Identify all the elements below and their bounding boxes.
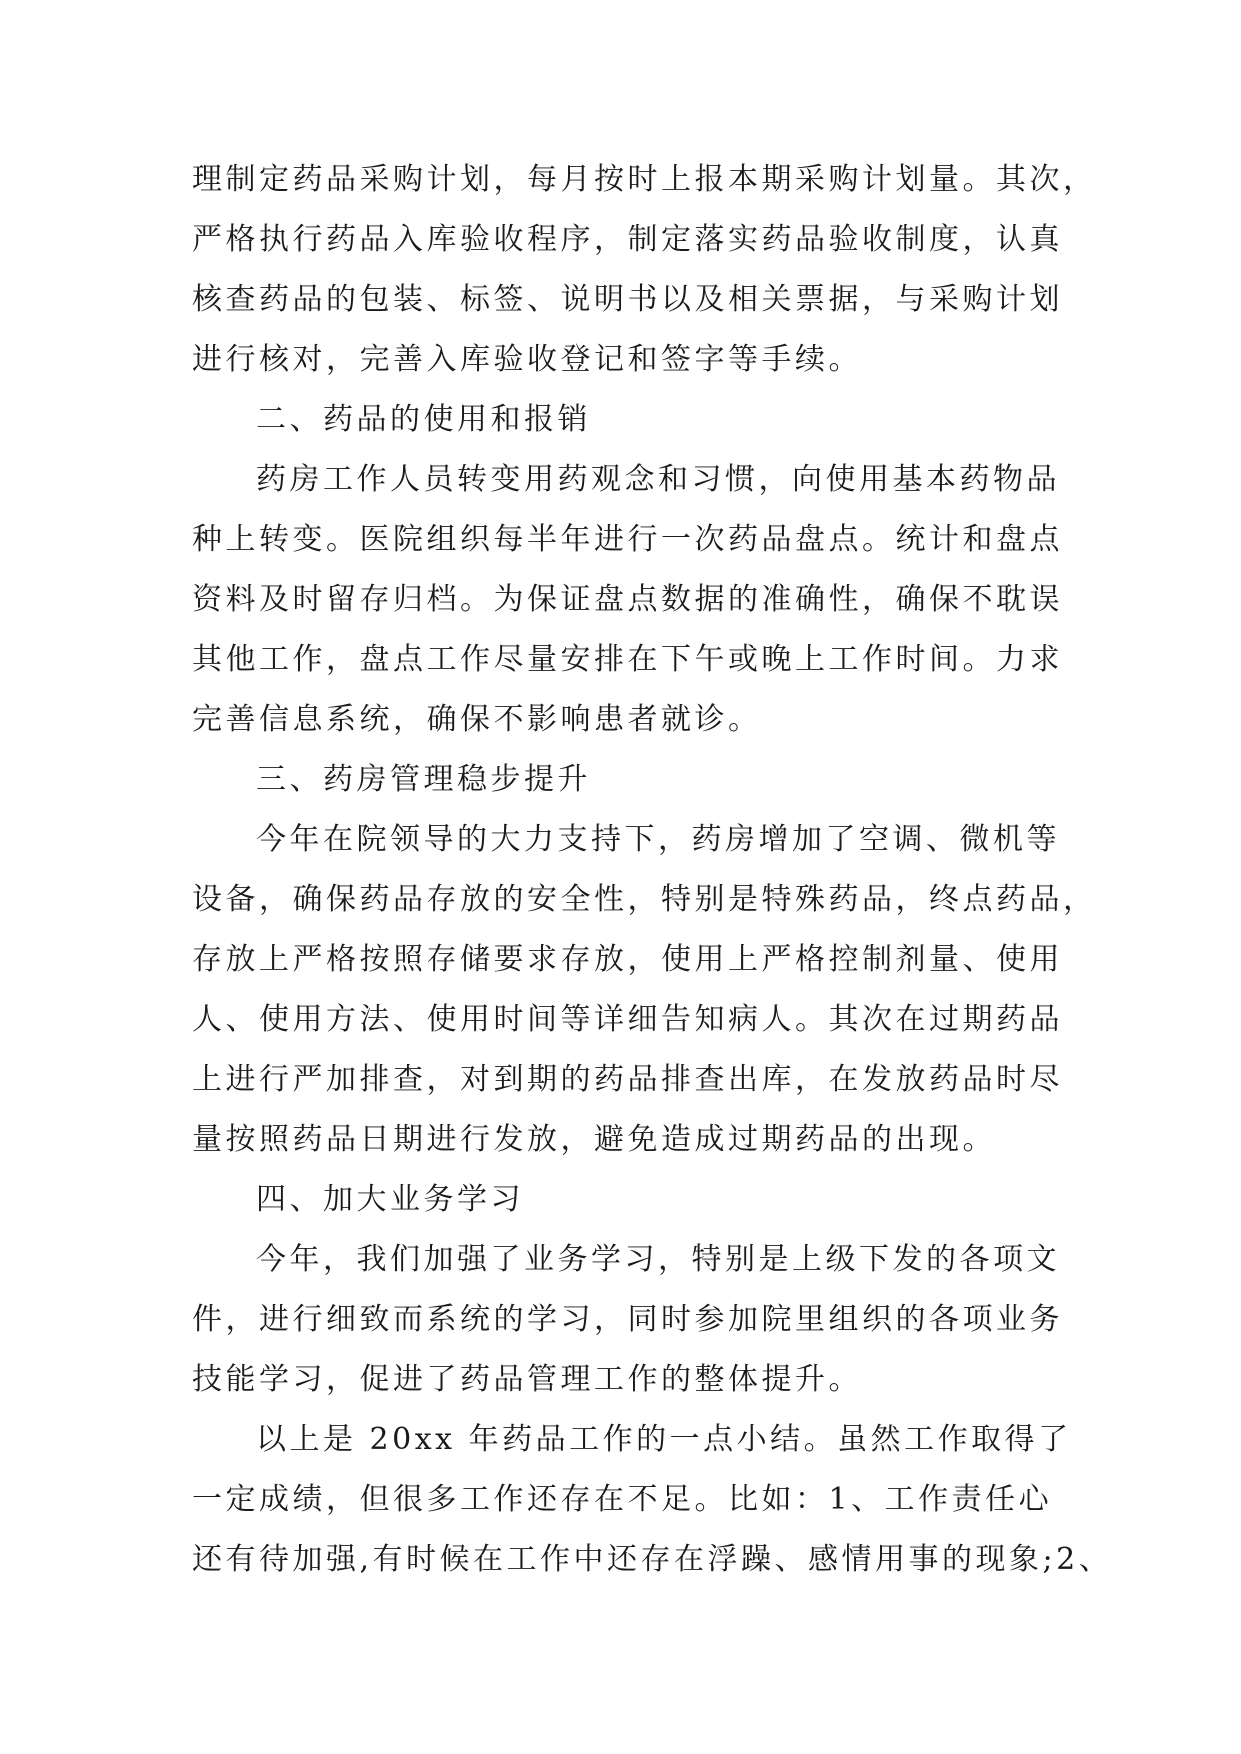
text-line: 以上是 20xx 年药品工作的一点小结。虽然工作取得了 [256, 1422, 1072, 1457]
section-heading: 三、药房管理稳步提升 [256, 762, 591, 797]
text-line: 量按照药品日期进行发放，避免造成过期药品的出现。 [192, 1122, 996, 1157]
text-line: 药房工作人员转变用药观念和习惯，向使用基本药物品 [256, 462, 1060, 497]
text-line: 技能学习，促进了药品管理工作的整体提升。 [192, 1362, 862, 1397]
text-line: 资料及时留存归档。为保证盘点数据的准确性，确保不耽误 [192, 582, 1063, 617]
text-line: 完善信息系统，确保不影响患者就诊。 [192, 702, 762, 737]
text-line: 种上转变。医院组织每半年进行一次药品盘点。统计和盘点 [192, 522, 1063, 557]
document-body [192, 150, 1113, 1590]
text-line: 设备，确保药品存放的安全性，特别是特殊药品，终点药品， [192, 882, 1097, 917]
text-line: 人、使用方法、使用时间等详细告知病人。其次在过期药品 [192, 1002, 1063, 1037]
section-heading: 二、药品的使用和报销 [256, 402, 591, 437]
text-line: 件，进行细致而系统的学习，同时参加院里组织的各项业务 [192, 1302, 1063, 1337]
text-line: 进行核对，完善入库验收登记和签字等手续。 [192, 342, 862, 377]
text-line: 严格执行药品入库验收程序，制定落实药品验收制度，认真 [192, 222, 1063, 257]
text-line: 理制定药品采购计划，每月按时上报本期采购计划量。其次， [192, 162, 1097, 197]
text-line: 上进行严加排查，对到期的药品排查出库，在发放药品时尽 [192, 1062, 1063, 1097]
text-line: 还有待加强,有时候在工作中还存在浮躁、感情用事的现象;2、 [192, 1542, 1113, 1577]
text-line: 一定成绩，但很多工作还存在不足。比如：1、工作责任心 [192, 1482, 1053, 1517]
text-line: 核查药品的包装、标签、说明书以及相关票据，与采购计划 [192, 282, 1063, 317]
text-line: 今年在院领导的大力支持下，药房增加了空调、微机等 [256, 822, 1060, 857]
text-line: 今年，我们加强了业务学习，特别是上级下发的各项文 [256, 1242, 1060, 1277]
section-heading: 四、加大业务学习 [256, 1182, 524, 1217]
text-line: 其他工作，盘点工作尽量安排在下午或晚上工作时间。力求 [192, 642, 1063, 677]
text-line: 存放上严格按照存储要求存放，使用上严格控制剂量、使用 [192, 942, 1063, 977]
